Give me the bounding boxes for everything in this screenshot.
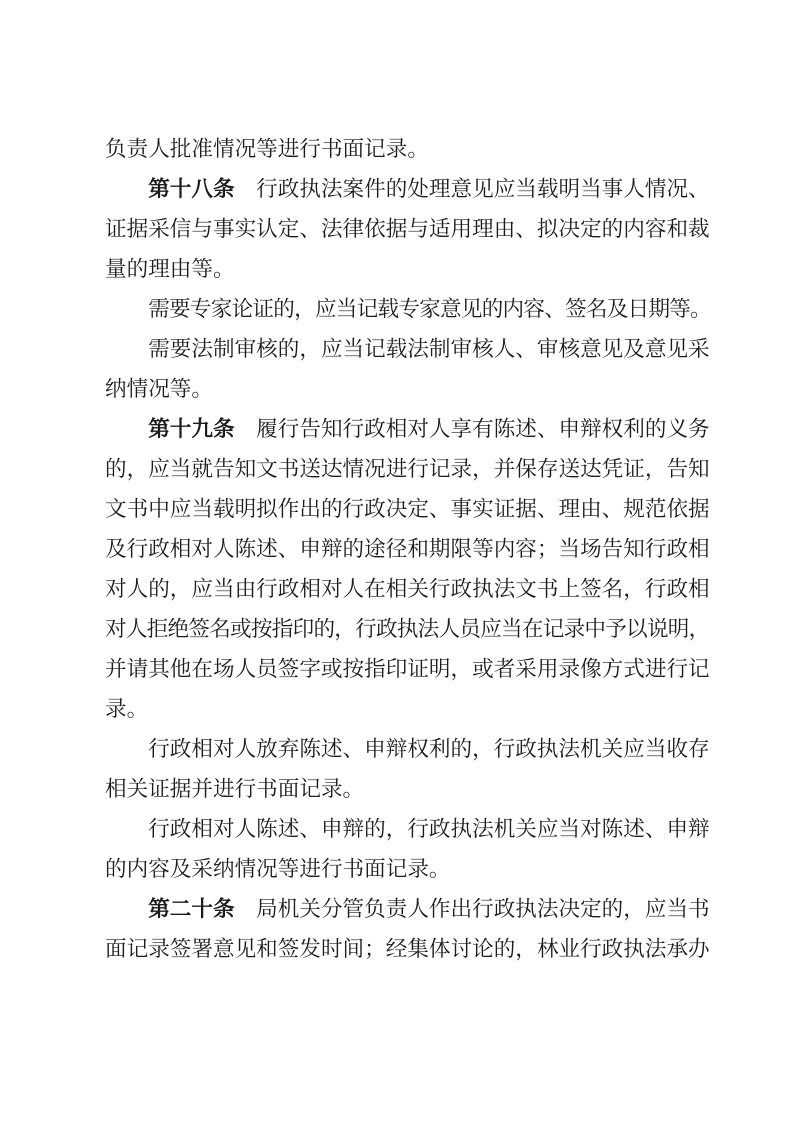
article-number: 第十九条: [148, 417, 235, 441]
line-text: 履行告知行政相对人享有陈述、申辩权利的义务: [234, 417, 710, 441]
line-text: 需要专家论证的，应当记载专家意见的内容、签名及日期等。: [148, 297, 711, 321]
text-line: [105, 489, 715, 529]
text-line: [105, 129, 715, 169]
line-text: 的，应当就告知文书送达情况进行记录，并保存送达凭证，告知: [105, 457, 710, 481]
text-line: [105, 569, 715, 609]
text-line: [105, 249, 715, 289]
line-text: 量的理由等。: [105, 257, 235, 281]
line-text: 需要法制审核的，应当记载法制审核人、审核意见及意见采: [148, 337, 710, 361]
text-line: [105, 929, 715, 969]
line-text: 面记录签署意见和签发时间；经集体讨论的，林业行政执法承办: [105, 937, 710, 961]
text-line: [105, 449, 715, 489]
document-text-block: [105, 129, 715, 969]
line-text: 对人拒绝签名或按指印的，行政执法人员应当在记录中予以说明，: [105, 617, 710, 641]
line-text: 的内容及采纳情况等进行书面记录。: [105, 857, 451, 881]
line-text: 纳情况等。: [105, 377, 213, 401]
text-line: [105, 649, 715, 689]
text-line: [105, 729, 715, 769]
article-number: 第十八条: [148, 177, 235, 201]
line-text: 证据采信与事实认定、法律依据与适用理由、拟决定的内容和裁: [105, 217, 710, 241]
text-line: [105, 809, 715, 849]
text-line: [105, 849, 715, 889]
text-line: [105, 369, 715, 409]
text-line: [105, 329, 715, 369]
text-line: [105, 889, 715, 929]
line-text: 录。: [105, 697, 149, 721]
text-line: [105, 409, 715, 449]
line-text: 文书中应当载明拟作出的行政决定、事实证据、理由、规范依据: [105, 497, 710, 521]
text-line: [105, 529, 715, 569]
line-text: 对人的，应当由行政相对人在相关行政执法文书上签名，行政相: [105, 577, 710, 601]
article-number: 第二十条: [148, 897, 235, 921]
text-line: [105, 769, 715, 809]
line-text: 及行政相对人陈述、申辩的途径和期限等内容；当场告知行政相: [105, 537, 710, 561]
line-text: 相关证据并进行书面记录。: [105, 777, 365, 801]
line-text: 局机关分管负责人作出行政执法决定的，应当书: [234, 897, 710, 921]
line-text: 行政相对人放弃陈述、申辩权利的，行政执法机关应当收存: [148, 737, 710, 761]
line-text: 行政相对人陈述、申辩的，行政执法机关应当对陈述、申辩: [148, 817, 710, 841]
text-line: [105, 609, 715, 649]
text-line: [105, 209, 715, 249]
text-line: [105, 689, 715, 729]
line-text: 行政执法案件的处理意见应当载明当事人情况、: [234, 177, 710, 201]
text-line: [105, 289, 715, 329]
text-line: [105, 169, 715, 209]
line-text: 负责人批准情况等进行书面记录。: [105, 137, 429, 161]
line-text: 并请其他在场人员签字或按指印证明，或者采用录像方式进行记: [105, 657, 710, 681]
